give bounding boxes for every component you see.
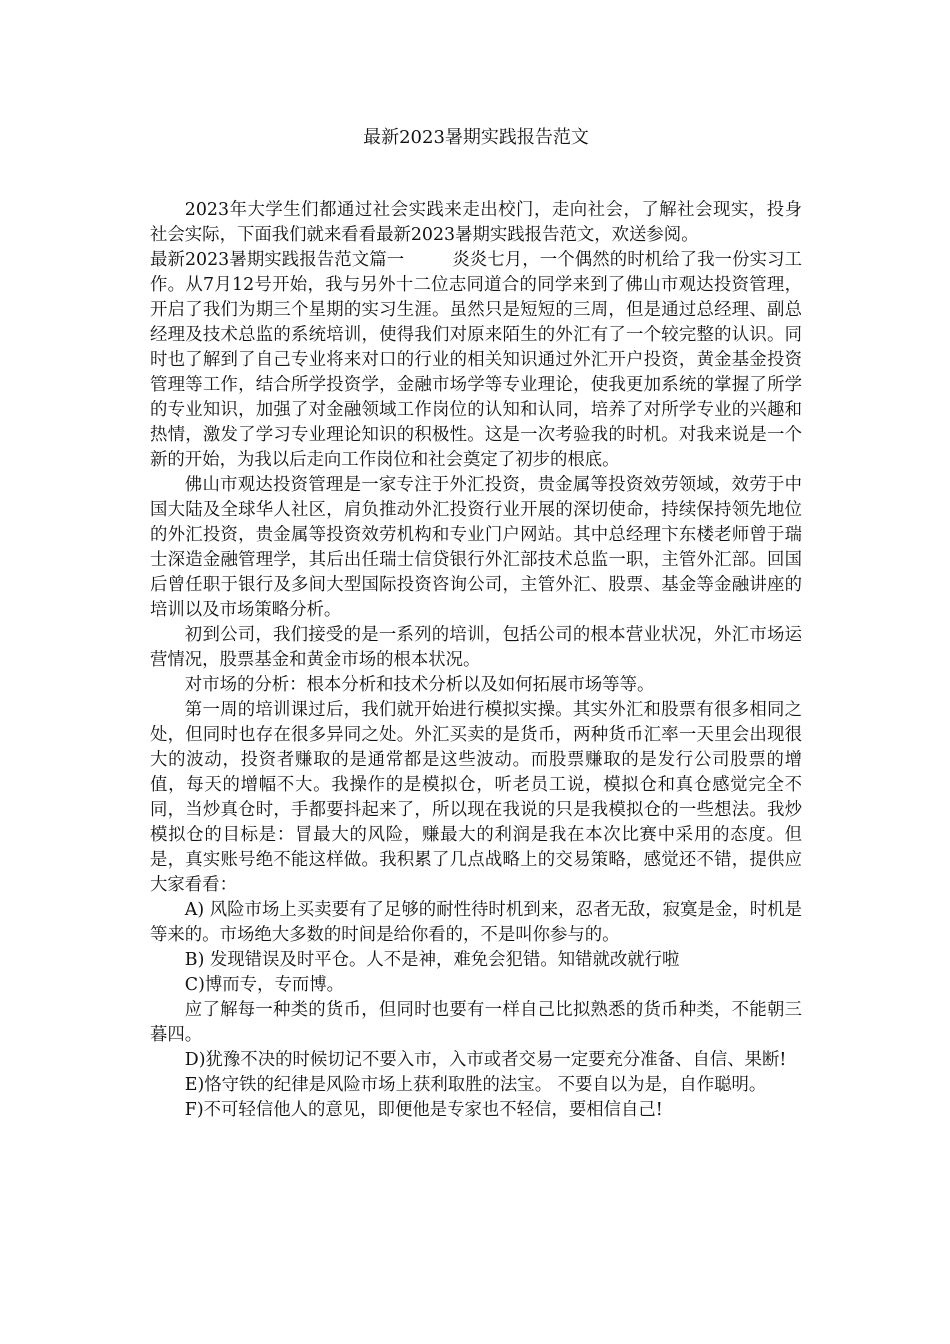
body-paragraph: 第一周的培训课过后，我们就开始进行模拟实操。其实外汇和股票有很多相同之处，但同时也存在很多异同之处。外汇买卖的是货币，两种货币汇率一天里会出现很大的波动，投资者赚取的是通常都是这些波动。而股票赚取的是发行公司股票的增值，每天的增幅不大。我操作的是模拟仓，听老员工说，模拟仓和真仓感觉完全不同，当炒真仓时，手都要抖起来了，所以现在我说的只是我模拟仓的一些想法。我炒模拟仓的目标是：冒最大的风险，赚最大的利润是我在本次比赛中采用的态度。但是，真实账号绝不能这样做。我积累了几点战略上的交易策略，感觉还不错，提供应大家看看： — [150, 700, 802, 895]
section-paragraph — [150, 248, 802, 473]
section-lead: 炎炎七月，一个偶然的时机给了我一份实习工作。从7月12号开始，我与另外十二位志同道合的同学来到了佛山市观达投资管理，开启了我们为期三个星期的实习生涯。虽然只是短短的三周，但是通过总经理、副总经理及技术总监的系统培训，使得我们对原来陌生的外汇有了一个较完整的认识。同时也了解到了自己专业将来对口的行业的相关知识通过外汇开户投资，黄金基金投资管理等工作，结合所学投资学，金融市场学等专业理论，使我更加系统的掌握了所学的专业知识，加强了对金融领域工作岗位的认知和认同，培养了对所学专业的兴趣和热情，激发了学习专业理论知识的积极性。这是一次考验我的时机。对我来说是一个新的开始，为我以后走向工作岗位和社会奠定了初步的根底。 — [150, 250, 802, 470]
body-paragraph: 佛山市观达投资管理是一家专注于外汇投资，贵金属等投资效劳领域，效劳于中国大陆及全球华人社区，肩负推动外汇投资行业开展的深切使命，持续保持领先地位的外汇投资，贵金属等投资效劳机构和专业门户网站。其中总经理卞东楼老师曾于瑞士深造金融管理学，其后出任瑞士信贷银行外汇部技术总监一职，主管外汇部。回国后曾任职于银行及多间大型国际投资咨询公司，主管外汇、股票、基金等金融讲座的培训以及市场策略分析。 — [150, 475, 802, 620]
list-item-c: C)博而专，专而博。 — [184, 975, 345, 995]
list-item-b: B) 发现错误及时平仓。人不是神，难免会犯错。知错就改就行啦 — [184, 950, 680, 970]
list-item-f: F)不可轻信他人的意见，即便他是专家也不轻信，要相信自己! — [184, 1100, 663, 1120]
body-paragraph: 对市场的分析：根本分析和技术分析以及如何拓展市场等等。 — [184, 675, 655, 695]
list-item-a: A) 风险市场上买卖要有了足够的耐性待时机到来，忍者无敌，寂寞是金，时机是等来的。市场绝大多数的时间是给你看的，不是叫你参与的。 — [150, 900, 802, 945]
body-paragraph: 初到公司，我们接受的是一系列的培训，包括公司的根本营业状况，外汇市场运营情况，股票基金和黄金市场的根本状况。 — [150, 625, 802, 670]
body-paragraph: 应了解每一种类的货币，但同时也要有一样自己比拟熟悉的货币种类，不能朝三暮四。 — [150, 1000, 802, 1045]
intro-paragraph: 2023年大学生们都通过社会实践来走出校门，走向社会，了解社会现实，投身社会实际，下面我们就来看看最新2023暑期实践报告范文，欢送参阅。 — [150, 200, 802, 245]
list-item-d: D)犹豫不决的时候切记不要入市，入市或者交易一定要充分准备、自信、果断! — [184, 1050, 787, 1070]
document-body — [150, 198, 802, 1123]
list-item-e: E)恪守铁的纪律是风险市场上获利取胜的法宝。 不要自以为是，自作聪明。 — [184, 1075, 767, 1095]
section-heading: 最新2023暑期实践报告范文篇一 — [150, 250, 405, 270]
document-title: 最新2023暑期实践报告范文 — [363, 127, 589, 148]
